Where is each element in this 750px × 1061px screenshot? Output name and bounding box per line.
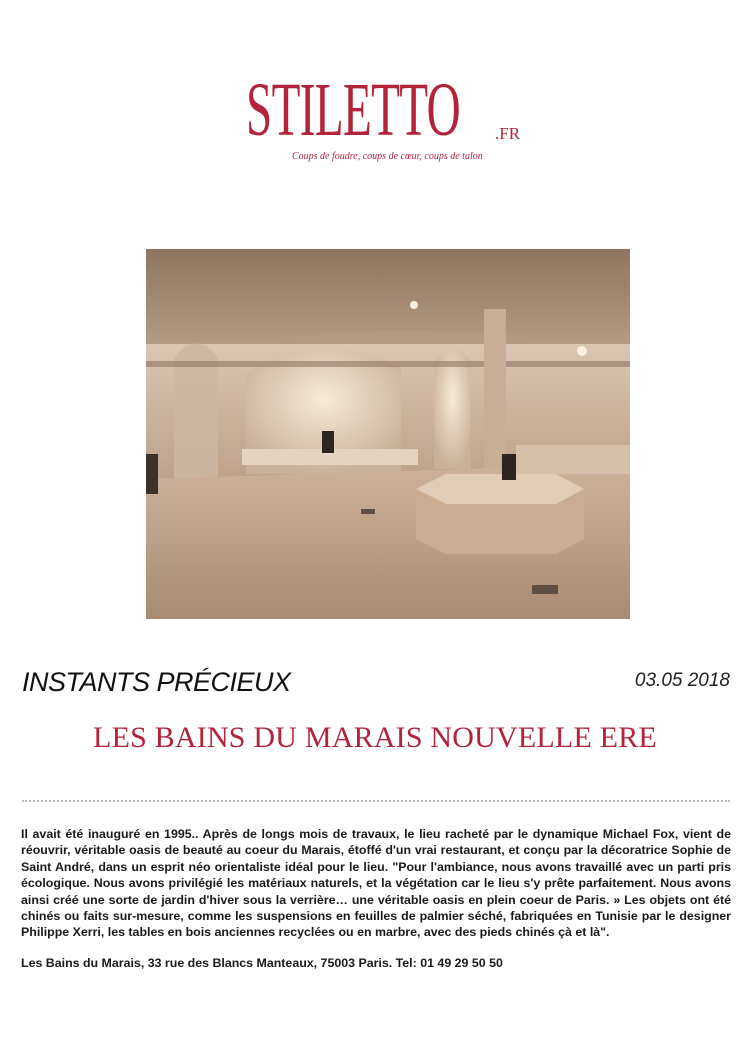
logo-tagline: Coups de foudre, coups de cœur, coups de talon bbox=[292, 151, 483, 162]
logo-wordmark: STILETTO bbox=[246, 68, 461, 152]
venue-address: Les Bains du Marais, 33 rue des Blancs Manteaux, 75003 Paris. Tel: 01 49 29 50 50 bbox=[21, 956, 503, 970]
section-title: INSTANTS PRÉCIEUX bbox=[22, 667, 291, 697]
hammam-photo bbox=[146, 249, 630, 619]
article-date: 03.05 2018 bbox=[634, 670, 730, 691]
dotted-divider bbox=[22, 800, 730, 802]
article-headline: LES BAINS DU MARAIS NOUVELLE ERE bbox=[93, 721, 657, 754]
stiletto-logo bbox=[246, 68, 591, 152]
logo-suffix: .FR bbox=[495, 124, 521, 143]
article-body: Il avait été inauguré en 1995.. Après de longs mois de travaux, le lieu racheté par le dynamique Michael Fox, vient de réouvrir, véritable oasis de beauté au coeur du Marais, étoffé d'un vrai restaurant, et conçu par la décoratrice Sophie de Saint André, dans un esprit néo orientaliste idéal pour le lieu. "Pour l'ambiance, nous avons travaillé avec un parti pris écologique. Nous avons privilégié les matériaux naturels, et la végétation car le lieu s'y prête parfaitement. Nous avons ainsi créé une sorte de jardin d'hiver sous la verrière… une véritable oasis en plein coeur de Paris. » Les objets ont été chinés ou faits sur-mesure, comme les suspensions en feuilles de palmier séché, fabriquées en Tunisie par le designer Philippe Xerri, les tables en bois anciennes recyclées ou en marbre, avec des pieds chinés çà et là". bbox=[21, 827, 731, 940]
